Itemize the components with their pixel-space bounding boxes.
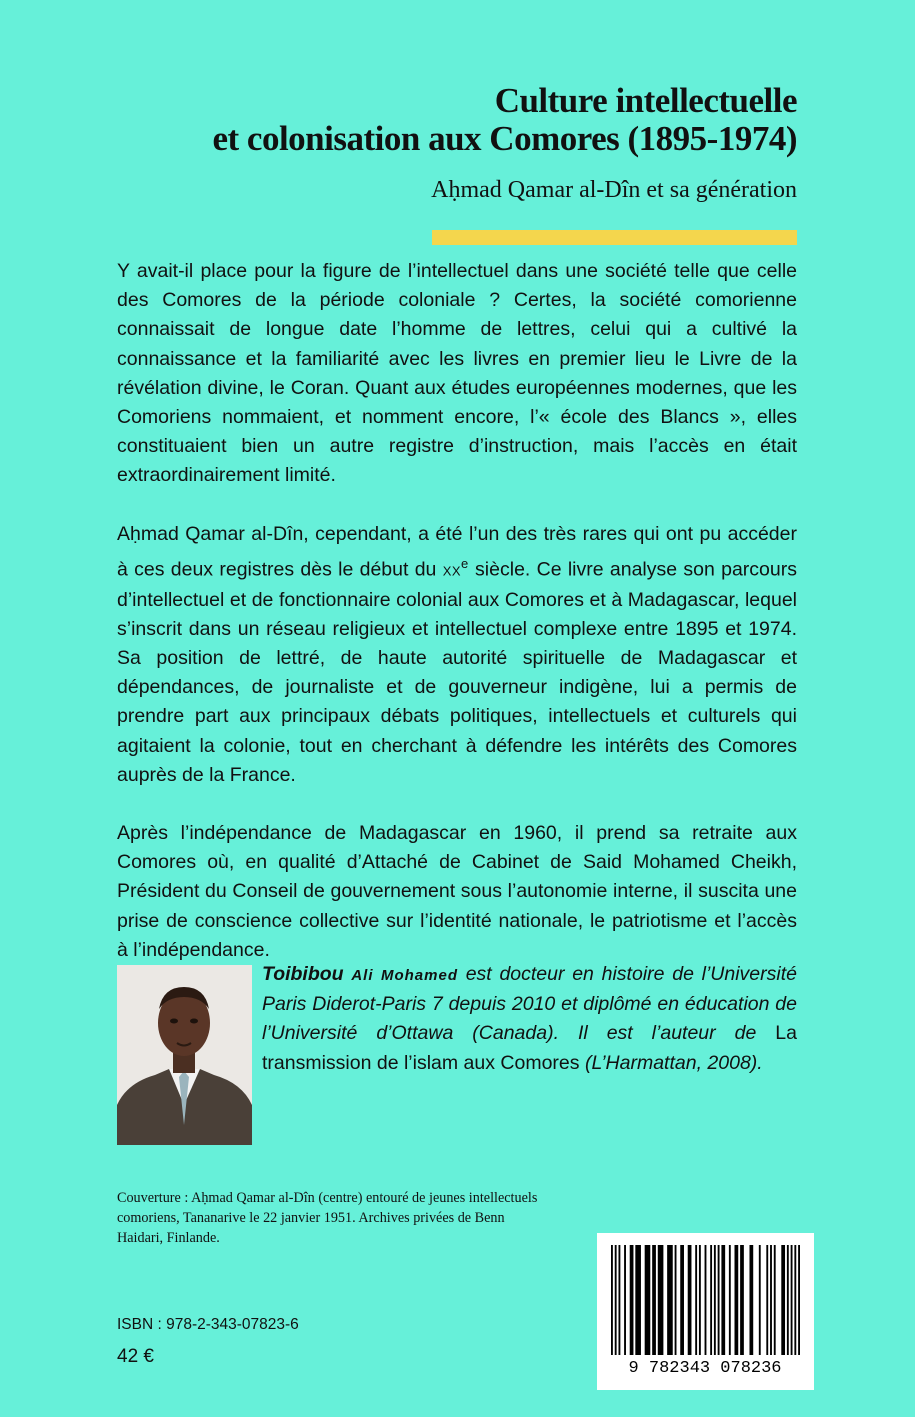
barcode-bar — [774, 1245, 776, 1355]
barcode-bar — [699, 1245, 701, 1355]
century-superscript: e — [461, 555, 469, 571]
author-first-name: Toibibou — [262, 963, 344, 985]
title-block — [97, 82, 797, 204]
barcode-bar — [667, 1245, 673, 1355]
barcode-number: 9 782343 078236 — [628, 1359, 782, 1378]
barcode-bar — [688, 1245, 692, 1355]
barcode-bar — [615, 1245, 617, 1355]
barcode-bar — [611, 1245, 613, 1355]
barcode-icon — [597, 1233, 814, 1390]
barcode-bar — [735, 1245, 739, 1355]
barcode-bar — [645, 1245, 651, 1355]
author-photo — [117, 965, 252, 1145]
barcode-bar — [714, 1245, 716, 1355]
barcode-bar — [798, 1245, 800, 1355]
barcode — [597, 1233, 814, 1390]
title-line-1: Culture intellectuelle — [494, 81, 797, 120]
barcode-bar — [787, 1245, 789, 1355]
barcode-bar — [781, 1245, 785, 1355]
author-bio-text-2: (L’Harmattan, 2008). — [579, 1051, 763, 1074]
barcode-bar — [710, 1245, 712, 1355]
back-cover-text — [117, 257, 797, 994]
barcode-bar — [791, 1245, 793, 1355]
paragraph-2-end: siècle. Ce livre analyse son parcours d’intellectuel et de fonctionnaire colonial aux Comores et à Madagascar, lequel s’inscrit dans un réseau religieux et intellectuel complexe entre 1895 et 1974. Sa position de lettré, de haute autorité spirituelle de Madagascar et dépendances, de journaliste et de gouverneur indigène, lui a permis de prendre part aux principaux débats politiques, intellectuels et culturels qui agitaient la colonie, tout en cherchant à défendre les intérêts des Comores auprès de la France. — [117, 558, 797, 786]
barcode-bar — [740, 1245, 744, 1355]
isbn: ISBN : 978-2-343-07823-6 — [117, 1316, 299, 1333]
barcode-bar — [675, 1245, 677, 1355]
barcode-bar — [766, 1245, 768, 1355]
paragraph-2-start: Aḥmad Qamar al-Dîn, cependant, a été l’un des très rares qui ont pu accéder à ces deux registres dès le début du — [117, 522, 797, 581]
barcode-bar — [770, 1245, 772, 1355]
barcode-bar — [721, 1245, 725, 1355]
century-numeral: XX — [442, 563, 462, 579]
author-bio — [262, 960, 797, 1078]
subtitle: Aḥmad Qamar al-Dîn et sa génération — [431, 177, 797, 203]
barcode-bar — [759, 1245, 761, 1355]
paragraph-1: Y avait-il place pour la figure de l’intellectuel dans une société telle que celle des Comores de la période coloniale ? Certes, la société comorienne connaissait de longue date l’homme de lettres, celui qui a cultivé la connaissance et la familiarité avec les livres en premier lieu le Livre de la révélation divine, le Coran. Quant aux études européennes modernes, que les Comoriens nommaient, et nomment encore, l’« école des Blancs », elles constituaient bien un autre registre d’instruction, mais l’accès en était extraordinairement limité. — [117, 260, 797, 487]
barcode-bar — [705, 1245, 707, 1355]
author-last-name: Ali Mohamed — [351, 967, 458, 984]
barcode-bar — [652, 1245, 656, 1355]
barcode-bar — [718, 1245, 720, 1355]
barcode-bar — [630, 1245, 634, 1355]
barcode-bar — [749, 1245, 753, 1355]
barcode-bar — [794, 1245, 796, 1355]
author-bio-text-1: est docteur en histoire de l’Université Paris Diderot-Paris 7 depuis 2010 et diplômé en éducation de l’Université d’Ottawa (Canada). Il est l’auteur de — [262, 963, 797, 1045]
author-portrait-icon — [117, 965, 252, 1145]
barcode-bar — [729, 1245, 731, 1355]
barcode-bar — [618, 1245, 620, 1355]
yellow-divider — [432, 230, 797, 245]
paragraph-2 — [117, 520, 797, 790]
title-line-2: et colonisation aux Comores (1895-1974) — [212, 119, 797, 158]
barcode-bar — [624, 1245, 626, 1355]
paragraph-3: Après l’indépendance de Madagascar en 1960, il prend sa retraite aux Comores où, en qualité d’Attaché de Cabinet de Said Mohamed Cheikh, Président du Conseil de gouvernement sous l’autonomie interne, il suscita une prise de conscience collective sur l’identité nationale, le patriotisme et l’accès à l’indépendance. — [117, 821, 797, 961]
barcode-bar — [680, 1245, 684, 1355]
barcode-bar — [695, 1245, 697, 1355]
barcode-bar — [635, 1245, 641, 1355]
author-book-title: La transmission de l’islam aux Comores — [262, 1022, 797, 1074]
barcode-bar — [658, 1245, 664, 1355]
price: 42 € — [117, 1346, 154, 1367]
cover-caption: Couverture : Aḥmad Qamar al-Dîn (centre) entouré de jeunes intellectuels comoriens, Tananarive le 22 janvier 1951. Archives privées de Benn Haidari, Finlande. — [117, 1190, 538, 1246]
